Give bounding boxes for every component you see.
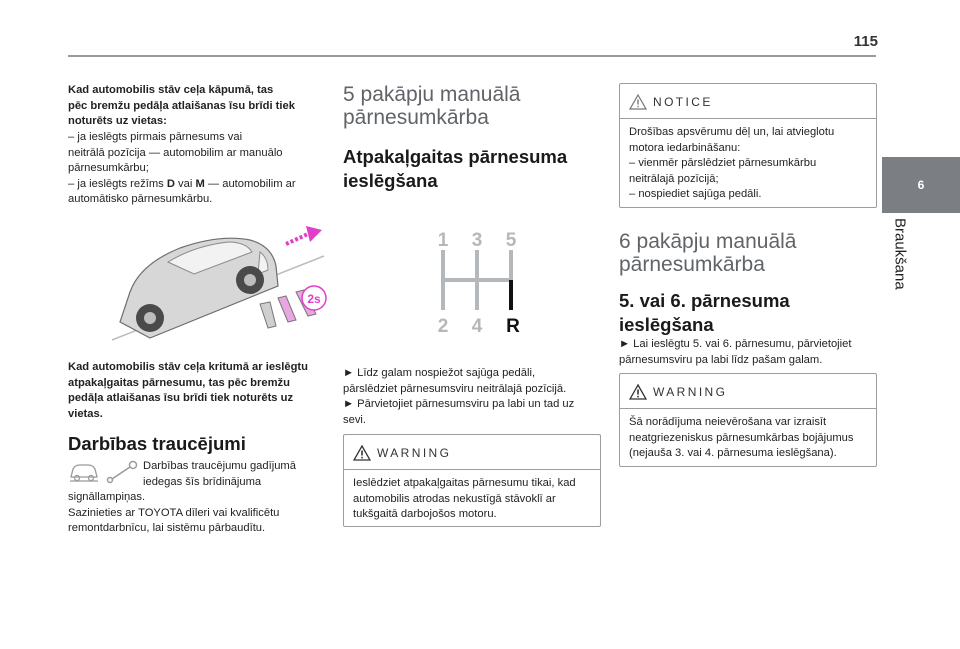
gear-label-2: 2 [437, 316, 449, 337]
gear-pattern-diagram [431, 226, 527, 338]
reverse-gear-heading: Atpakaļgaitas pārnesuma ieslēgšana [343, 146, 568, 191]
malfunction-text: signāllampiņas. Sazinieties ar TOYOTA dīleri vai kvalificētu remontdarbnīcu, lai sistēmu pārbaudītu. [68, 491, 280, 535]
gear-label-5: 5 [505, 230, 517, 251]
gear-label-r: R [506, 316, 520, 337]
header-rule [68, 55, 876, 57]
car-warning-icon [70, 465, 98, 481]
motion-arrow-icon [286, 226, 322, 244]
reverse-steps: ► Līdz galam nospiežot sajūga pedāli, pārslēdziet pārnesumsviru neitrālajā pozīcijā. ► Pārvietojiet pārnesumsviru pa labi un tad uz sevi. [343, 367, 575, 426]
warning-text: Ieslēdziet atpakaļgaitas pārnesumu tikai, kad automobilis atrodas nekustīgā stāvoklī ar tukšgaitā darbojošos motoru. [353, 477, 576, 521]
gear-5-6-steps: ► Lai ieslēgtu 5. vai 6. pārnesumu, pārvietojiet pārnesumsviru pa labi līdz pašam galam. [619, 338, 852, 366]
chapter-tab[interactable] [882, 157, 960, 213]
hill-start-illustration [110, 222, 328, 350]
downhill-paragraph: Kad automobilis stāv ceļa kritumā ar ieslēgtu atpakaļgaitas pārnesumu, tas pēc bremžu pedāļa atlaišanas īsu brīdi tiek noturēts uz vietas. [68, 361, 308, 420]
uphill-conditions-list: – ja ieslēgts pirmais pārnesums vai neitrālā pozīcija — automobilim ar manuālo pārnesumkārbu; – ja ieslēgts režīms D vai M — automobilim ar automātisko pārnesumkārbu. [68, 131, 296, 206]
page-number: 115 [853, 33, 878, 50]
uphill-paragraph: Kad automobilis stāv ceļa kāpumā, tas pēc bremžu pedāļa atlaišanas īsu brīdi tiek noturēts uz vietas: [68, 84, 295, 128]
section-title-6speed: 6 pakāpju manuālā pārnesumkārba [619, 230, 797, 276]
warning-text: Šā norādījuma neievērošana var izraisīt neatgriezeniskus pārnesumkārbas bojājumus (nejauša 3. vai 4. pārnesuma ieslēgšana). [629, 416, 854, 460]
chapter-label [889, 218, 911, 338]
warning-title: WARNING [377, 446, 452, 460]
notice-title: NOTICE [653, 95, 713, 109]
gear-label-3: 3 [471, 230, 483, 251]
timer-badge-label: 2s [307, 292, 321, 306]
warning-box-reverse [343, 434, 601, 527]
notice-box [619, 83, 877, 208]
warning-box-gears [619, 373, 877, 467]
gear-label-4: 4 [471, 316, 483, 337]
warning-triangle-icon [629, 384, 647, 400]
notice-triangle-icon [629, 94, 647, 110]
gear-label-1: 1 [437, 230, 449, 251]
warning-triangle-icon [353, 445, 371, 461]
warning-lamps [68, 459, 140, 485]
warning-title: WARNING [653, 385, 728, 399]
section-title-5speed: 5 pakāpju manuālā pārnesumkārba [343, 83, 521, 129]
wrench-icon [108, 462, 137, 483]
malfunction-heading: Darbības traucējumi [68, 433, 246, 454]
chapter-title: Braukšana [891, 218, 909, 290]
chapter-number: 6 [917, 178, 925, 192]
gear-5-6-heading: 5. vai 6. pārnesuma ieslēgšana [619, 290, 790, 335]
notice-text: Drošības apsvērumu dēļ un, lai atvieglotu motora iedarbināšanu: – vienmēr pārslēdziet pārnesumkārbu neitrālajā pozīcijā; – nospiediet sajūga pedāli. [629, 126, 835, 201]
malfunction-text-indented: Darbības traucējumu gadījumā iedegas šīs brīdinājuma [143, 460, 296, 488]
mode-line: – ja ieslēgts režīms D vai M — automobilim ar [68, 177, 296, 190]
